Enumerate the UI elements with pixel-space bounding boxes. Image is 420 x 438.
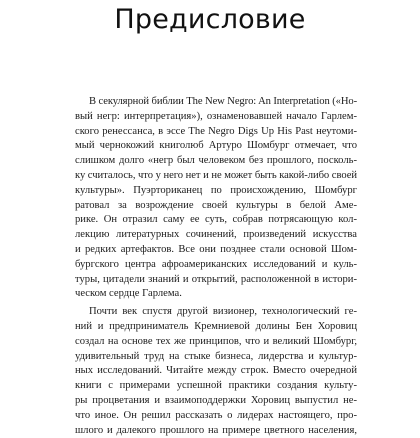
text-line: мый чернокожий книголюб Артуро Шомбург отмечает, что xyxy=(75,140,357,152)
text-line: ческом сердце Гарлема. xyxy=(75,288,182,300)
text-line: что иное. Он решил рассказать о лидерах настоящего, про- xyxy=(75,409,357,421)
text-line: культуры». Пуэрториканец по происхождению, Шомбург xyxy=(75,184,357,196)
paragraph-2 xyxy=(75,305,357,438)
text-line: книги с примерами успешной практики создания культу- xyxy=(75,380,357,392)
text-line: удивительный труд на стыке бизнеса, лидерства и культур- xyxy=(75,350,357,362)
text-line: ратовал за возрождение своей культуры в белой Аме- xyxy=(75,199,357,211)
text-line: ний и предприниматель Кремниевой долины Бен Хоровиц xyxy=(75,320,357,332)
text-line: ку считалось, что у него нет и не может быть какой-либо своей xyxy=(75,169,357,181)
text-line: ных исследований. Читайте между строк. Вместо очередной xyxy=(75,365,357,377)
body-text xyxy=(75,95,357,438)
text-line: рике. Он отразил саму ее суть, собрав потрясающую кол- xyxy=(75,214,357,226)
text-line: Почти век спустя другой визионер, технологический ге- xyxy=(89,306,357,318)
text-line: шлого и далекого прошлого на примере цветного населения, xyxy=(75,424,357,436)
text-line: и редких артефактов. Все они позднее стали основой Шом- xyxy=(75,243,357,255)
text-line: В секулярной библии The New Negro: An Interpretation («Но- xyxy=(89,96,357,107)
text-line: бургского центра афроамериканских исследований и куль- xyxy=(75,258,357,270)
text-line: слишком долго «негр был человеком без прошлого, посколь- xyxy=(75,155,357,167)
text-line: лекцию литературных сочинений, произведений искусства xyxy=(75,229,357,241)
paragraph-1 xyxy=(75,95,357,302)
text-line: ского ренессанса, в эссе The Negro Digs Up His Past неутоми- xyxy=(75,125,357,137)
text-line: ры процветания и взаимоподдержки Хоровиц выпустил не- xyxy=(75,394,357,406)
text-line: создал на основе тех же принципов, что и великий Шомбург, xyxy=(75,335,357,347)
text-line: туры, цитадели знаний и открытий, расположенной в истори- xyxy=(75,273,357,285)
text-line: вый негр: интерпретация»), ознаменовавшей начало Гарлем- xyxy=(75,110,357,122)
page-title: Предисловие xyxy=(114,4,306,35)
